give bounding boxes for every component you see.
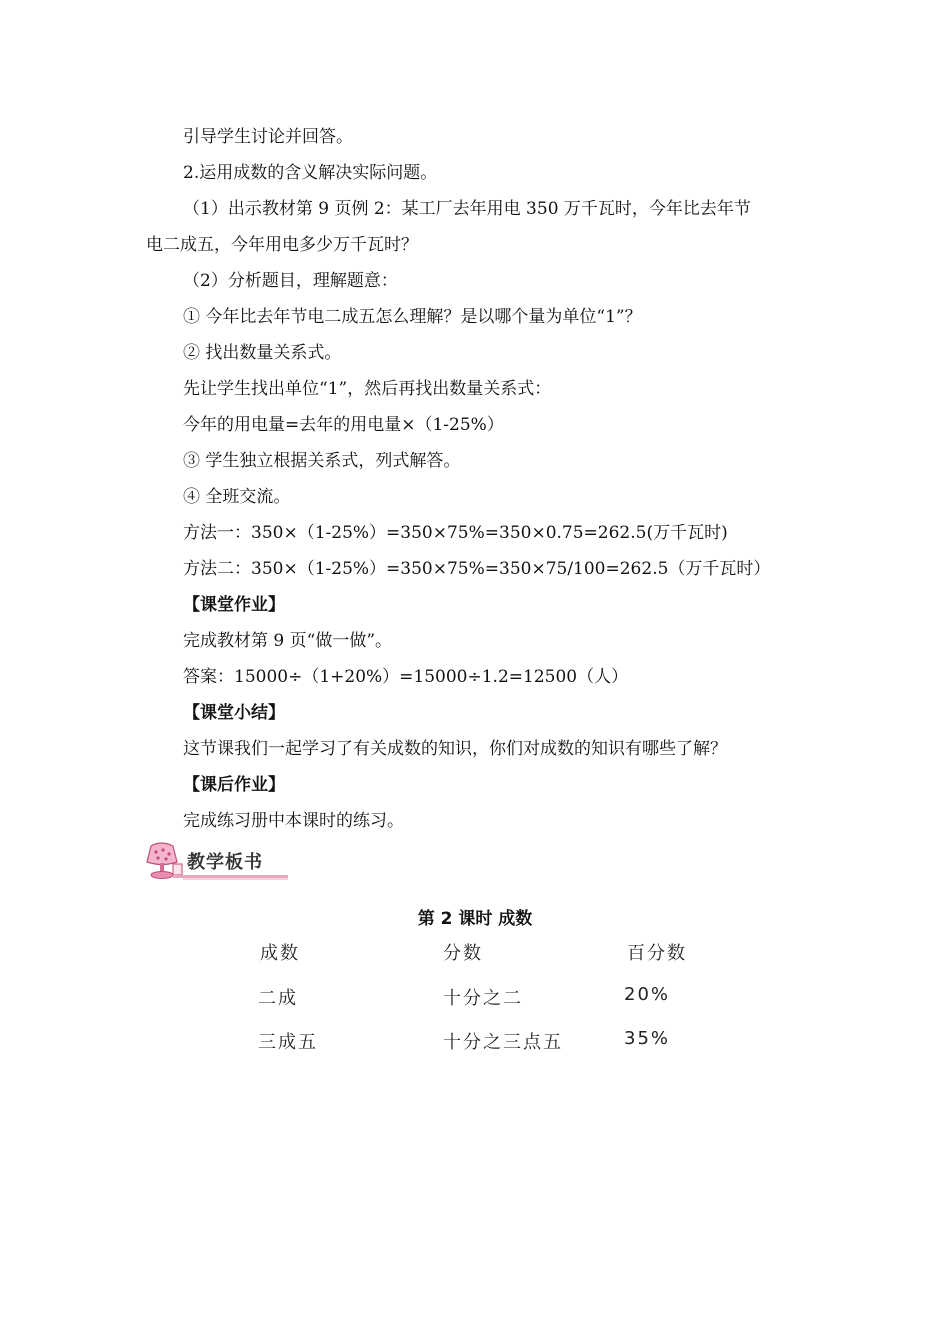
text-line: 电二成五，今年用电多少万千瓦时？	[146, 235, 418, 255]
text-line: ④ 全班交流。	[183, 487, 291, 507]
board-title: 第 2 课时 成数	[417, 909, 533, 929]
board-cell: 二成	[258, 988, 298, 1009]
banner-title: 教学板书	[187, 852, 263, 873]
board-cell: 十分之三点五	[443, 1032, 563, 1053]
board-cell: 20%	[624, 984, 671, 1005]
text-line: 方法一：350×（1-25%）=350×75%=350×0.75=262.5(万千瓦时)	[183, 523, 728, 543]
board-cell: 三成五	[258, 1032, 318, 1053]
banner-underline-light	[183, 878, 288, 880]
board-banner	[143, 842, 288, 882]
board-cell: 35%	[624, 1028, 671, 1049]
text-line: （2）分析题目，理解题意：	[183, 271, 398, 291]
section-heading: 【课堂小结】	[183, 703, 285, 723]
board-cell: 十分之二	[443, 988, 523, 1009]
text-line: ③ 学生独立根据关系式，列式解答。	[183, 451, 461, 471]
board-header: 百分数	[627, 943, 687, 964]
text-line: 方法二：350×（1-25%）=350×75%=350×75/100=262.5（万千瓦时）	[183, 559, 771, 579]
board-header: 成数	[260, 943, 300, 964]
section-heading: 【课堂作业】	[183, 595, 285, 615]
section-heading: 【课后作业】	[183, 775, 285, 795]
text-line: 先让学生找出单位“1”，然后再找出数量关系式：	[183, 379, 552, 399]
text-line: ② 找出数量关系式。	[183, 343, 342, 363]
text-line: 引导学生讨论并回答。	[183, 127, 353, 147]
text-line: （1）出示教材第 9 页例 2：某工厂去年用电 350 万千瓦时，今年比去年节	[183, 199, 751, 219]
text-line: ① 今年比去年节电二成五怎么理解？是以哪个量为单位“1”？	[183, 307, 642, 327]
text-line: 2.运用成数的含义解决实际问题。	[183, 163, 438, 183]
text-line: 完成练习册中本课时的练习。	[183, 811, 404, 831]
text-line: 答案：15000÷（1+20%）=15000÷1.2=12500（人）	[183, 667, 629, 687]
text-line: 今年的用电量=去年的用电量×（1-25%）	[183, 415, 504, 435]
text-line: 这节课我们一起学习了有关成数的知识，你们对成数的知识有哪些了解？	[183, 739, 727, 759]
board-header: 分数	[443, 943, 483, 964]
text-line: 完成教材第 9 页“做一做”。	[183, 631, 393, 651]
